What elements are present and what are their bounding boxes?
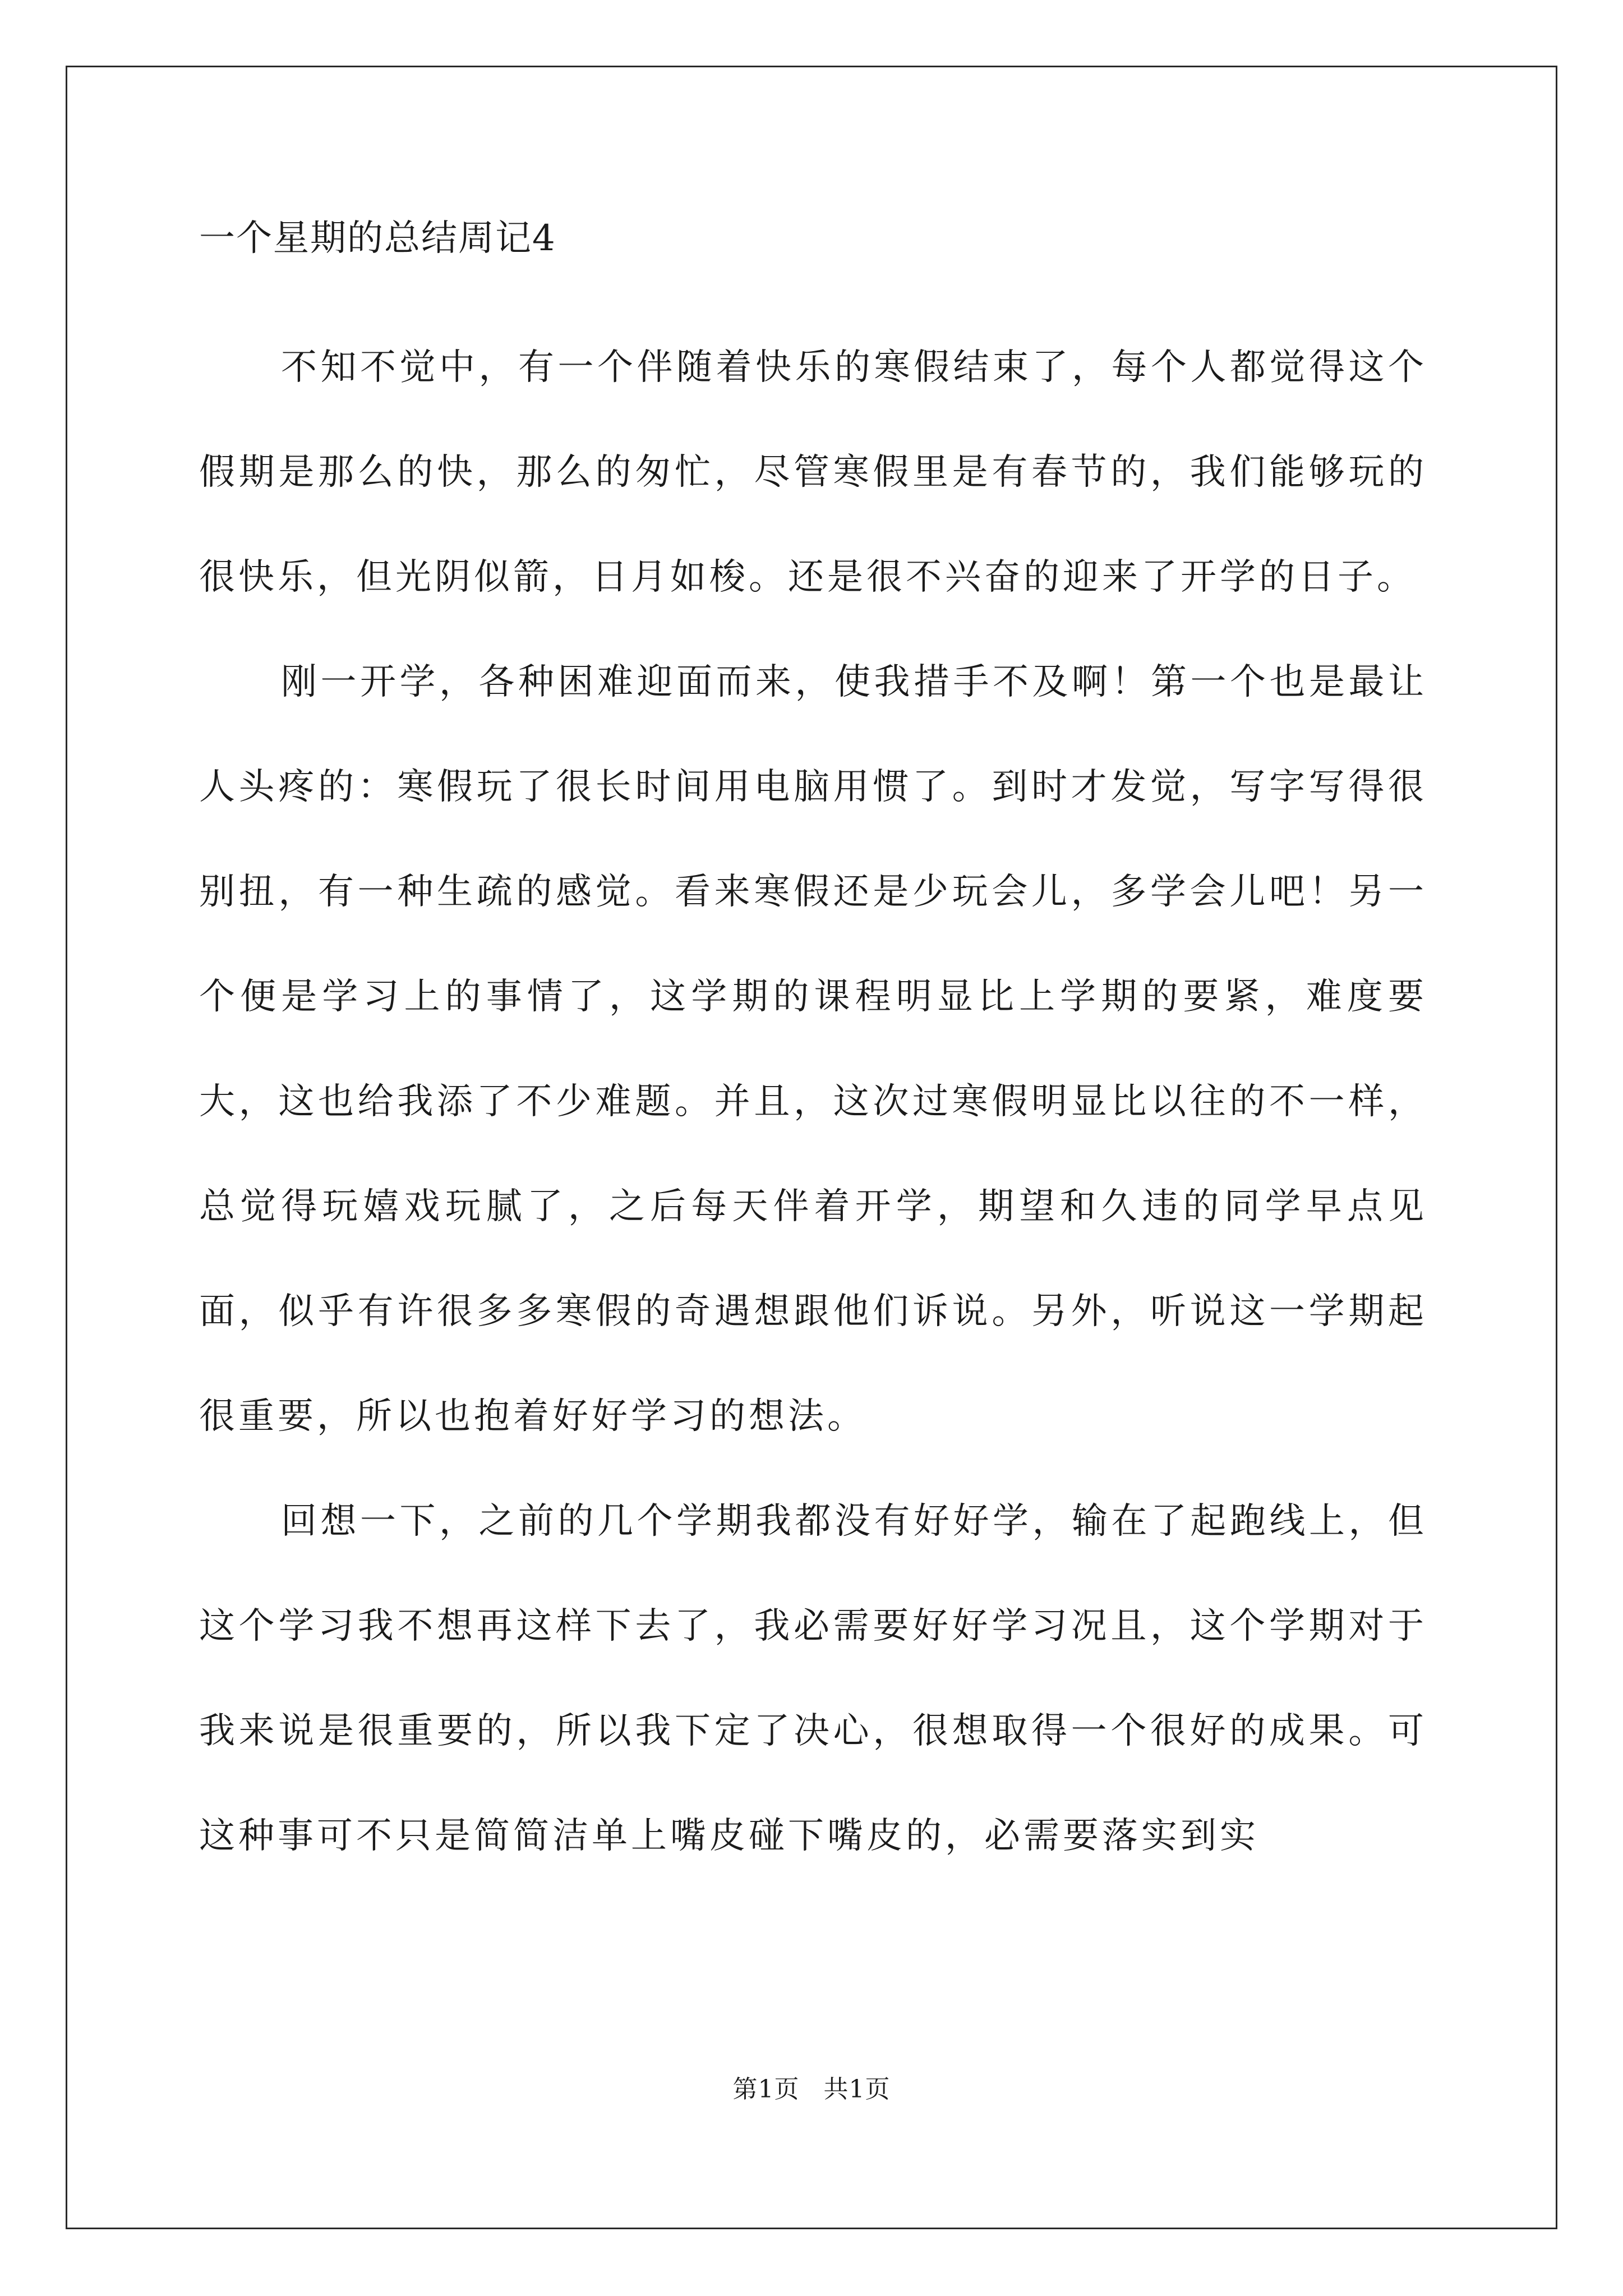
- page-number: 第1页: [732, 2075, 800, 2104]
- paragraph-1: 不知不觉中，有一个伴随着快乐的寒假结束了，每个人都觉得这个假期是那么的快，那么的匆忙，尽管寒假里是有春节的，我们能够玩的很快乐，但光阴似箭，日月如梭。还是很不兴奋的迎来了开学的日子。: [199, 347, 1427, 598]
- total-pages: 共1页: [823, 2075, 891, 2104]
- paragraph-2: 刚一开学，各种困难迎面而来，使我措手不及啊！第一个也是最让人头疼的：寒假玩了很长时间用电脑用惯了。到时才发觉，写字写得很别扭，有一种生疏的感觉。看来寒假还是少玩会儿，多学会儿吧！另一个便是学习上的事情了，这学期的课程明显比上学期的要紧，难度要大，这也给我添了不少难题。并且，这次过寒假明显比以往的不一样，总觉得玩嬉戏玩腻了，之后每天伴着开学，期望和久违的同学早点见面，似乎有许很多多寒假的奇遇想跟他们诉说。另外，听说这一学期起很重要，所以也抱着好好学习的想法。: [199, 661, 1427, 1437]
- page-footer: [0, 2073, 1623, 2106]
- document-title: 一个星期的总结周记4: [199, 218, 556, 259]
- document-body: [199, 213, 1427, 1889]
- paragraph-3: 回想一下，之前的几个学期我都没有好好学，输在了起跑线上，但这个学习我不想再这样下去了，我必需要好好学习况且，这个学期对于我来说是很重要的，所以我下定了决心，很想取得一个很好的成果。可这种事可不只是简简洁单上嘴皮碰下嘴皮的，必需要落实到实: [199, 1501, 1427, 1857]
